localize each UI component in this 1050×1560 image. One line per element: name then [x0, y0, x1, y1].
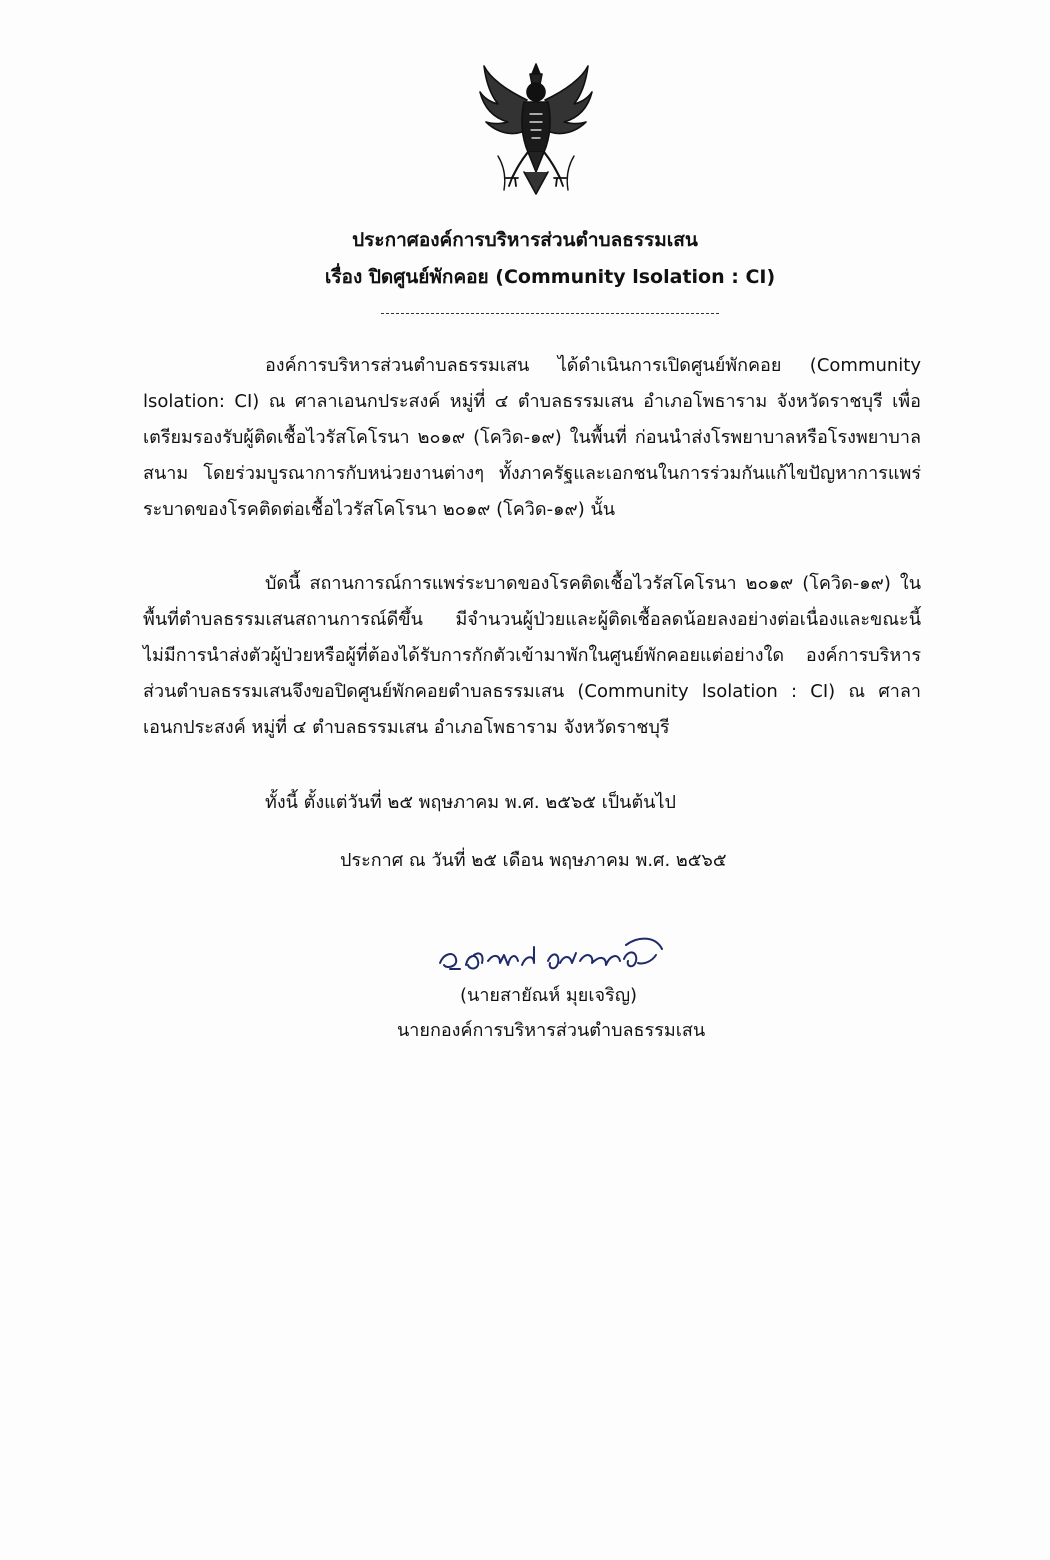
signer-name: (นายสายัณห์ มุยเจริญ) — [460, 985, 638, 1006]
handwritten-signature — [430, 925, 675, 985]
announcement-subject: เรื่อง ปิดศูนย์พักคอย (Community lsolation : CI) — [324, 266, 776, 288]
announcement-title: ประกาศองค์การบริหารส่วนตำบลธรรมเสน — [352, 229, 698, 251]
body-paragraph-2: บัดนี้ สถานการณ์การแพร่ระบาดของโรคติดเชื้อไวรัสโคโรนา ๒๐๑๙ (โควิด-๑๙) ในพื้นที่ตำบลธรรมเสนสถานการณ์ดีขึ้น มีจำนวนผู้ป่วยและผู้ติดเชื้อลดน้อยลงอย่างต่อเนื่องและขณะนี้ไม่มีการนำส่งตัวผู้ป่วยหรือผู้ที่ต้องได้รับการกักตัวเข้ามาพักในศูนย์พักคอยแต่อย่างใด องค์การบริหารส่วนตำบลธรรมเสนจึงขอปิดศูนย์พักคอยตำบลธรรมเสน (Community lsolation : CI) ณ ศาลาเอนกประสงค์ หมู่ที่ ๔ ตำบลธรรมเสน อำเภอโพธาราม จังหวัดราชบุรี — [143, 573, 921, 738]
dashed-divider — [381, 313, 719, 314]
signer-position: นายกองค์การบริหารส่วนตำบลธรรมเสน — [397, 1020, 706, 1041]
body-paragraph-1: องค์การบริหารส่วนตำบลธรรมเสน ได้ดำเนินการเปิดศูนย์พักคอย (Community lsolation: CI) ณ ศาลาเอนกประสงค์ หมู่ที่ ๔ ตำบลธรรมเสน อำเภอโพธาราม จังหวัดราชบุรี เพื่อเตรียมรองรับผู้ติดเชื้อไวรัสโคโรนา ๒๐๑๙ (โควิด-๑๙) ในพื้นที่ ก่อนนำส่งโรพยาบาลหรือโรงพยาบาลสนาม โดยร่วมบูรณาการกับหน่วยงานต่างๆ ทั้งภาครัฐและเอกชนในการร่วมกันแก้ไขปัญหาการแพร่ระบาดของโรคติดต่อเชื้อไวรัสโคโรนา ๒๐๑๙ (โควิด-๑๙) นั้น — [143, 355, 921, 520]
effective-date-line: ทั้งนี้ ตั้งแต่วันที่ ๒๕ พฤษภาคม พ.ศ. ๒๕๖๕ เป็นต้นไป — [265, 792, 676, 813]
announcement-date-line: ประกาศ ณ วันที่ ๒๕ เดือน พฤษภาคม พ.ศ. ๒๕๖๕ — [340, 850, 727, 871]
garuda-emblem-icon — [476, 60, 596, 200]
